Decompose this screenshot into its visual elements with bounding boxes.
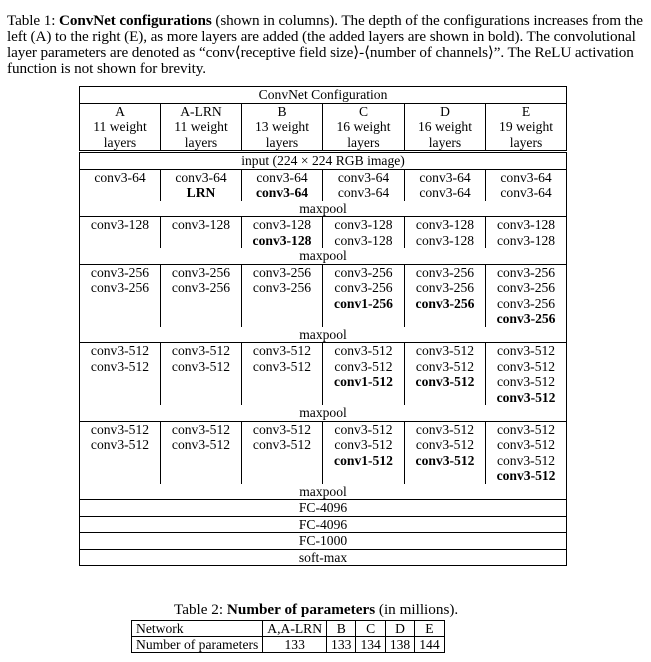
depth-cell: 11 weight [161,119,242,135]
layer-cell: conv3-128 [405,217,486,233]
params-value-row [132,637,445,653]
layer-cell: conv3-512 [486,453,567,469]
layer-cell: conv3-256 [486,280,567,296]
maxpool-layer: maxpool [80,484,567,500]
table1-title: ConvNet configurations [59,12,212,29]
layer-cell: conv3-64 [161,169,242,185]
layer-row [80,233,567,249]
layer-cell: conv3-512 [80,421,161,437]
params-header-cell: E [415,621,444,637]
input-layer: input (224 × 224 RGB image) [80,152,567,170]
layer-cell [80,311,161,327]
layer-cell [80,233,161,249]
params-header-cell: D [385,621,414,637]
layer-cell: conv3-512 [486,359,567,375]
layer-row [80,296,567,312]
params-header-cell: C [356,621,385,637]
table2-description: (in millions). [375,601,459,618]
maxpool-layer: maxpool [80,248,567,264]
layer-cell [80,390,161,406]
layer-cell: conv3-512 [80,343,161,359]
table-title: ConvNet Configuration [80,87,567,104]
layer-cell [80,185,161,201]
column-header-row [80,103,567,119]
layer-cell: conv3-64 [242,169,323,185]
layer-cell [323,374,405,390]
layer-cell: conv3-512 [161,421,242,437]
layer-cell: conv3-512 [405,437,486,453]
table1-caption [7,13,644,77]
column-header: A-LRN [161,103,242,119]
layer-row [80,468,567,484]
softmax-layer: soft-max [80,549,567,566]
params-value-cell: 133 [263,637,327,653]
added-layer: conv3-512 [496,468,556,483]
layer-cell [161,296,242,312]
layer-cell [242,311,323,327]
added-layer: conv1-512 [334,452,393,468]
layer-cell: conv3-512 [161,437,242,453]
layer-cell: conv3-512 [486,374,567,390]
table2-label: Table 2: [174,601,227,618]
added-layer: LRN [186,185,216,200]
depth-cell: 13 weight [242,119,323,135]
layer-row [80,374,567,390]
layer-cell: conv3-512 [161,359,242,375]
layer-cell [161,374,242,390]
params-value-cell: 138 [385,637,414,653]
layer-cell: conv3-512 [80,437,161,453]
maxpool-layer: maxpool [80,405,567,421]
layer-cell [405,311,486,327]
added-layer: conv3-256 [496,311,556,326]
layer-row [80,217,567,233]
layer-cell: conv3-128 [323,233,405,249]
fc-row [80,500,567,517]
layer-cell: conv3-256 [486,264,567,280]
layer-cell: conv3-256 [242,280,323,296]
added-layer: conv3-512 [415,374,475,389]
layer-cell: conv3-128 [242,217,323,233]
added-layer: conv1-512 [334,374,393,389]
layer-row [80,169,567,185]
layer-cell [323,390,405,406]
layer-cell: conv3-256 [80,280,161,296]
table1-label: Table 1: [7,12,60,29]
layer-cell: conv3-512 [486,421,567,437]
layer-cell: conv3-128 [80,217,161,233]
convnet-config-table [79,86,567,566]
layer-cell [80,296,161,312]
layer-cell: conv3-64 [486,185,567,201]
layer-cell: conv3-64 [80,169,161,185]
layer-cell: conv3-512 [323,343,405,359]
layer-row [80,421,567,437]
added-layer: conv1-256 [334,295,393,311]
layer-row [80,280,567,296]
params-row-label: Number of parameters [132,637,263,653]
added-layer: conv3-512 [496,389,556,405]
layer-cell: conv3-256 [323,264,405,280]
layer-cell: conv3-512 [242,343,323,359]
depth-cell: layers [405,135,486,152]
depth-row [80,119,567,135]
params-header-row [132,621,445,637]
layer-cell: conv3-128 [486,217,567,233]
layer-cell: conv3-512 [405,359,486,375]
added-layer: conv3-64 [255,185,309,200]
depth-cell: layers [242,135,323,152]
layer-cell: conv3-512 [161,343,242,359]
layer-row [80,437,567,453]
layer-cell: conv3-128 [323,217,405,233]
layer-cell [161,468,242,484]
column-header: B [242,103,323,119]
depth-cell: 19 weight [486,119,567,135]
layer-cell [242,185,323,201]
layer-cell [486,311,567,327]
column-header: A [80,103,161,119]
depth-cell: layers [80,135,161,152]
layer-cell: conv3-256 [80,264,161,280]
layer-cell [80,468,161,484]
layer-row [80,453,567,469]
params-header-cell: A,A-LRN [263,621,327,637]
layer-cell [161,390,242,406]
column-header: D [405,103,486,119]
layer-cell [161,453,242,469]
layer-cell [405,296,486,312]
layer-cell: conv3-512 [405,343,486,359]
layer-cell [242,233,323,249]
layer-cell [323,311,405,327]
table-title-row [80,87,567,104]
column-header: E [486,103,567,119]
layer-cell [242,468,323,484]
layer-cell: conv3-512 [323,359,405,375]
layer-cell [486,390,567,406]
layer-cell: conv3-512 [486,343,567,359]
maxpool-row [80,484,567,500]
maxpool-layer: maxpool [80,327,567,343]
layer-cell: conv3-512 [486,437,567,453]
layer-cell [80,374,161,390]
layer-cell: conv3-128 [161,217,242,233]
maxpool-row [80,201,567,217]
softmax-row [80,549,567,566]
layer-cell: conv3-128 [486,233,567,249]
fc-row [80,533,567,550]
added-layer: conv3-512 [415,452,475,468]
layer-row [80,390,567,406]
layer-cell [242,296,323,312]
params-header-cell: B [327,621,356,637]
layer-cell [486,468,567,484]
depth-cell: layers [323,135,405,152]
layer-cell: conv3-256 [161,264,242,280]
layer-cell: conv3-512 [242,437,323,453]
layer-cell: conv3-512 [405,421,486,437]
input-row [80,152,567,170]
layer-cell: conv3-64 [486,169,567,185]
fc-layer: FC-1000 [80,533,567,550]
fc-row [80,516,567,533]
layer-cell [242,453,323,469]
layer-cell: conv3-256 [242,264,323,280]
layer-cell [405,374,486,390]
layer-cell [161,233,242,249]
layer-cell [323,296,405,312]
depth-cell: layers [161,135,242,152]
layer-cell [323,453,405,469]
layer-cell: conv3-64 [405,185,486,201]
layer-row [80,311,567,327]
maxpool-layer: maxpool [80,201,567,217]
params-value-cell: 134 [356,637,385,653]
layer-cell: conv3-512 [242,421,323,437]
fc-layer: FC-4096 [80,516,567,533]
layer-cell: conv3-512 [323,421,405,437]
fc-layer: FC-4096 [80,500,567,517]
layer-cell: conv3-512 [323,437,405,453]
depth-row [80,135,567,152]
depth-cell: layers [486,135,567,152]
layer-cell: conv3-64 [405,169,486,185]
layer-row [80,343,567,359]
layer-cell [161,311,242,327]
layer-cell: conv3-256 [405,280,486,296]
column-header: C [323,103,405,119]
layer-cell: conv3-512 [242,359,323,375]
table2-caption [174,602,458,618]
layer-cell [405,453,486,469]
layer-cell: conv3-64 [323,169,405,185]
layer-cell: conv3-128 [405,233,486,249]
layer-cell [323,468,405,484]
layer-cell: conv3-256 [405,264,486,280]
layer-row [80,185,567,201]
layer-row [80,264,567,280]
depth-cell: 16 weight [405,119,486,135]
layer-cell: conv3-64 [323,185,405,201]
layer-cell [80,453,161,469]
layer-cell [161,185,242,201]
maxpool-row [80,327,567,343]
layer-cell [405,468,486,484]
layer-cell [242,374,323,390]
depth-cell: 16 weight [323,119,405,135]
layer-cell: conv3-256 [486,296,567,312]
params-header-cell: Network [132,621,263,637]
maxpool-row [80,248,567,264]
layer-cell: conv3-512 [80,359,161,375]
added-layer: conv3-128 [252,232,312,248]
layer-cell: conv3-256 [323,280,405,296]
parameters-table [131,620,445,653]
depth-cell: 11 weight [80,119,161,135]
table2-title: Number of parameters [226,601,376,618]
layer-cell: conv3-256 [161,280,242,296]
maxpool-row [80,405,567,421]
layer-row [80,359,567,375]
params-value-cell: 133 [327,637,356,653]
table1-description: (shown in columns). The depth of the configurations increases from the left (A) to the right (E), as more layers are added (the added layers are shown in bold). The convolutional layer parameters are denoted as “conv⟨receptive field size⟩-⟨number of channels⟩”. The ReLU activation function is not shown for brevity. [7,12,643,77]
params-value-cell: 144 [415,637,444,653]
layer-cell [242,390,323,406]
added-layer: conv3-256 [415,295,475,311]
layer-cell [405,390,486,406]
